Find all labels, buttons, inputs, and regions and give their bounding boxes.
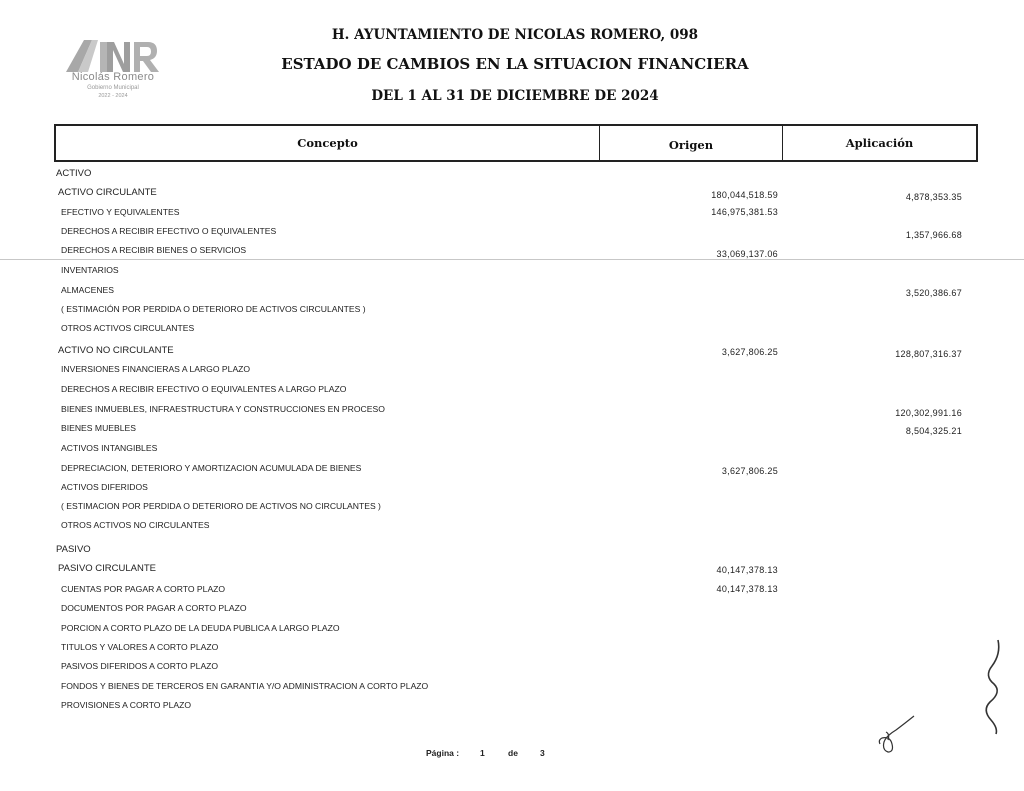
origen-amount: 3,627,806.25 xyxy=(721,347,778,357)
row-label: PORCION A CORTO PLAZO DE LA DEUDA PUBLICA A LARGO PLAZO xyxy=(61,623,340,633)
row-label: BIENES MUEBLES xyxy=(61,423,136,433)
report-period: DEL 1 AL 31 DE DICIEMBRE DE 2024 xyxy=(371,88,659,104)
page-number: 1 xyxy=(480,748,485,758)
table-row xyxy=(0,661,1024,675)
table-row xyxy=(0,384,1024,398)
table-row xyxy=(0,482,1024,496)
table-row xyxy=(0,285,1024,299)
row-label: ACTIVO NO CIRCULANTE xyxy=(58,345,174,356)
row-label: ACTIVOS INTANGIBLES xyxy=(61,443,158,453)
page-total: 3 xyxy=(540,748,545,758)
table-row xyxy=(0,463,1024,477)
table-row xyxy=(0,187,1024,201)
row-label: DERECHOS A RECIBIR EFECTIVO O EQUIVALENTES A LARGO PLAZO xyxy=(61,384,347,394)
table-row xyxy=(0,623,1024,637)
row-label: PASIVO xyxy=(56,544,91,555)
table-row xyxy=(0,584,1024,598)
table-row xyxy=(0,168,1024,182)
column-header-origen: Origen xyxy=(600,126,783,160)
aplicacion-amount: 4,878,353.35 xyxy=(905,192,962,202)
initials-signature-icon xyxy=(874,712,918,756)
row-label: PASIVOS DIFERIDOS A CORTO PLAZO xyxy=(61,661,219,671)
origen-amount: 40,147,378.13 xyxy=(716,584,778,594)
row-label: FONDOS Y BIENES DE TERCEROS EN GARANTIA Y/O ADMINISTRACION A CORTO PLAZO xyxy=(61,681,429,691)
row-label: INVENTARIOS xyxy=(61,265,119,275)
row-label: ACTIVOS DIFERIDOS xyxy=(61,482,148,492)
table-row xyxy=(0,423,1024,437)
table-row xyxy=(0,245,1024,259)
report-title: ESTADO DE CAMBIOS EN LA SITUACION FINANCIERA xyxy=(281,55,749,73)
row-label: TITULOS Y VALORES A CORTO PLAZO xyxy=(61,642,219,652)
aplicacion-amount: 120,302,991.16 xyxy=(895,408,962,418)
table-row xyxy=(0,520,1024,534)
row-label: DERECHOS A RECIBIR BIENES O SERVICIOS xyxy=(61,245,247,255)
aplicacion-amount: 8,504,325.21 xyxy=(905,426,962,436)
table-row xyxy=(0,544,1024,558)
table-row xyxy=(0,404,1024,418)
logo-subtitle: Gobierno Municipal xyxy=(87,85,139,91)
table-row xyxy=(0,364,1024,378)
row-label: PASIVO CIRCULANTE xyxy=(58,563,157,574)
logo-name: Nicolás Romero xyxy=(71,71,155,83)
row-label: PROVISIONES A CORTO PLAZO xyxy=(61,700,192,710)
row-label: DOCUMENTOS POR PAGAR A CORTO PLAZO xyxy=(61,603,247,613)
origen-amount: 3,627,806.25 xyxy=(721,466,778,476)
table-row xyxy=(0,501,1024,515)
table-row xyxy=(0,563,1024,577)
of-label: de xyxy=(508,748,518,758)
aplicacion-amount: 3,520,386.67 xyxy=(905,288,962,298)
row-label: ACTIVO CIRCULANTE xyxy=(58,187,157,198)
table-row xyxy=(0,265,1024,279)
origen-amount: 180,044,518.59 xyxy=(711,190,778,200)
signature-stroke-icon xyxy=(976,636,1006,736)
logo-years: 2022 - 2024 xyxy=(98,93,128,99)
row-label: CUENTAS POR PAGAR A CORTO PLAZO xyxy=(61,584,226,594)
aplicacion-amount: 128,807,316.37 xyxy=(895,349,962,359)
table-row xyxy=(0,207,1024,221)
row-label: ( ESTIMACION POR PERDIDA O DETERIORO DE ACTIVOS NO CIRCULANTES ) xyxy=(61,501,381,511)
row-label: INVERSIONES FINANCIERAS A LARGO PLAZO xyxy=(61,364,251,374)
table-row xyxy=(0,345,1024,359)
table-row xyxy=(0,304,1024,318)
row-label: DERECHOS A RECIBIR EFECTIVO O EQUIVALENTES xyxy=(61,226,277,236)
entity-title: H. AYUNTAMIENTO DE NICOLAS ROMERO, 098 xyxy=(331,27,699,43)
column-header-concepto: Concepto xyxy=(56,126,600,160)
table-row xyxy=(0,642,1024,656)
table-row xyxy=(0,323,1024,337)
table-row xyxy=(0,226,1024,240)
row-label: DEPRECIACION, DETERIORO Y AMORTIZACION ACUMULADA DE BIENES xyxy=(61,463,362,473)
row-label: ACTIVO xyxy=(56,168,92,179)
table-row xyxy=(0,603,1024,617)
row-label: BIENES INMUEBLES, INFRAESTRUCTURA Y CONSTRUCCIONES EN PROCESO xyxy=(61,404,385,414)
origen-amount: 33,069,137.06 xyxy=(716,249,778,259)
column-header-aplicacion: Aplicación xyxy=(845,136,914,150)
page-label: Página : xyxy=(426,748,460,758)
row-label: EFECTIVO Y EQUIVALENTES xyxy=(61,207,180,217)
table-row xyxy=(0,443,1024,457)
aplicacion-amount: 1,357,966.68 xyxy=(905,230,962,240)
origen-amount: 146,975,381.53 xyxy=(711,207,778,217)
row-label: OTROS ACTIVOS CIRCULANTES xyxy=(61,323,195,333)
row-label: OTROS ACTIVOS NO CIRCULANTES xyxy=(61,520,210,530)
table-row xyxy=(0,681,1024,695)
row-label: ( ESTIMACIÓN POR PERDIDA O DETERIORO DE ACTIVOS CIRCULANTES ) xyxy=(61,304,366,314)
row-label: ALMACENES xyxy=(61,285,115,295)
origen-amount: 40,147,378.13 xyxy=(716,565,778,575)
table-row xyxy=(0,700,1024,714)
